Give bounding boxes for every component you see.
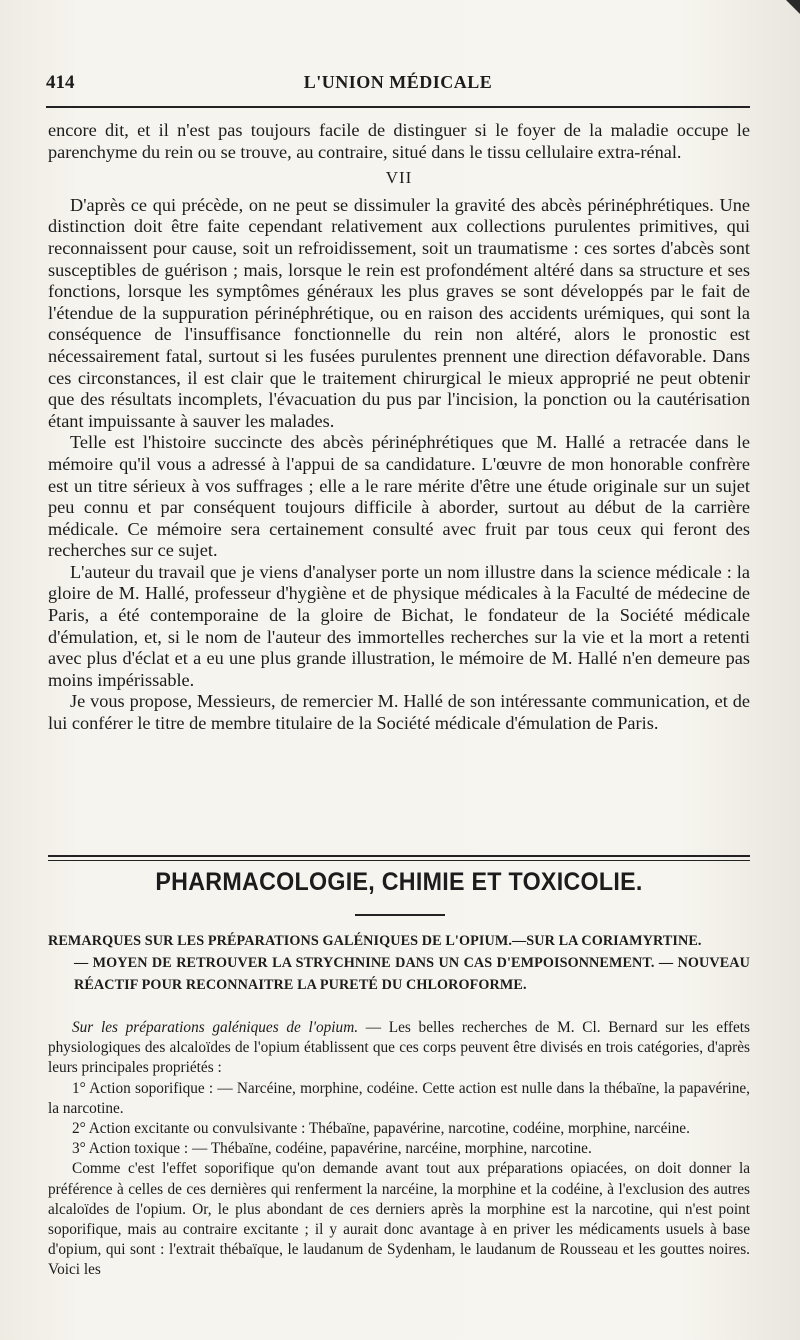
list-item-soporific: 1° Action soporifique : — Narcéine, morphine, codéine. Cette action est nulle dans la thébaïne, la papavérine, la narcotine. [48, 1079, 750, 1117]
section-numeral: VII [385, 168, 413, 188]
header-rule [46, 106, 750, 108]
page-number: 414 [46, 72, 75, 93]
article-heading [48, 930, 750, 996]
article-heading-line-2: — MOYEN DE RETROUVER LA STRYCHNINE DANS UN CAS D'EMPOISONNEMENT. — NOUVEAU RÉACTIF POUR RECONNAITRE LA PURETÉ DU CHLOROFORME. [74, 955, 750, 993]
paragraph-lead: Sur les préparations galéniques de l'opium. [72, 1019, 359, 1036]
title-underline [355, 914, 445, 916]
section-divider [48, 855, 750, 861]
paragraph-summary: Telle est l'histoire succincte des abcès périnéphrétiques que M. Hallé a retracée dans le mémoire qu'il vous a adressé à l'appui de sa candidature. L'œuvre de mon honorable confrère est un titre sérieux à vos suffrages ; elle a le rare mérite d'être une étude originale sur un sujet peu connu et par conséquent toujours difficile à aborder, surtout au début de la carrière médicale. Ce mémoire sera certainement consulté avec fruit par tous ceux qui feront des recherches sur ce sujet. [48, 432, 750, 561]
paragraph-intro-text: — Les belles recherches de M. Cl. Bernard sur les effets physiologiques des alcaloïdes de l'opium établissent que ces corps peuvent être divisés en trois catégories, d'après leurs principales propriétés : [48, 1019, 750, 1077]
page-header [46, 70, 750, 96]
paragraph-author: L'auteur du travail que je viens d'analyser porte un nom illustre dans la science médicale : la gloire de M. Hallé, professeur d'hygiène et de physique médicales à la Faculté de médecine de Paris, a été contemporaine de la gloire de Bichat, le fondateur de la Société médicale d'émulation, et, si le nom de l'auteur des immortelles recherches sur la vie et la mort a retenti avec plus d'éclat et a eu une plus grande illustration, le mémoire de M. Hallé n'en demeure pas moins impérissable. [48, 561, 750, 690]
list-item-excitant: 2° Action excitante ou convulsivante : Thébaïne, papavérine, narcotine, codéine, morphine, narcéine. [72, 1120, 690, 1138]
report-section [48, 120, 750, 735]
paragraph-prognosis: D'après ce qui précède, on ne peut se dissimuler la gravité des abcès périnéphrétiques. Une distinction doit être faite cependant relativement aux collections purulentes primitives, qui reconnaissent pour cause, soit un refroidissement, soit un traumatisme : ces sortes d'abcès sont susceptibles de guérison ; mais, lorsque le rein est profondément altéré dans sa structure et ses fonctions, lorsque les symptômes généraux les plus graves se sont développés par le fait de l'étendue de la suppuration périnéphrétique, ou en raison des accidents urémiques, qui sont la conséquence de l'insuffisance fonctionnelle du rein non altéré, alors le pronostic est nécessairement fatal, surtout si les fusées purulentes prennent une direction défavorable. Dans ces circonstances, il est clair que le traitement chirurgical le mieux approprié ne peut obtenir que des résultats incomplets, l'évacuation du pus par l'incision, la ponction ou la cautérisation étant impuissante à sauver les malades. [48, 194, 750, 431]
paragraph-continuation: encore dit, et il n'est pas toujours facile de distinguer si le foyer de la maladie occupe le parenchyme du rein ou se trouve, au contraire, situé dans le tissu cellulaire extra-rénal. [48, 120, 750, 162]
running-title: L'UNION MÉDICALE [303, 72, 493, 92]
paragraph-preparations: Comme c'est l'effet soporifique qu'on demande avant tout aux préparations opiacées, on doit donner la préférence à celles de ces dernières qui renferment la narcéine, la morphine et la codéine, à l'exclusion des autres alcaloïdes de l'opium. Or, le plus abondant de ces derniers après la morphine est la narcotine, qui n'est point soporifique, mais au contraire excitante ; il y aurait donc avantage à en priver les médicaments usuels à base d'opium, qui sont : l'extrait thébaïque, le laudanum de Sydenham, le laudanum de Rousseau et les gouttes noires. Voici les [48, 1160, 750, 1279]
page-corner-shadow [786, 0, 800, 14]
paragraph-proposal: Je vous propose, Messieurs, de remercier M. Hallé de son intéressante communication, et de lui conférer le titre de membre titulaire de la Société médicale d'émulation de Paris. [48, 691, 750, 734]
list-item-toxic: 3° Action toxique : — Thébaïne, codéine, papavérine, narcéine, morphine, narcotine. [72, 1140, 592, 1158]
paragraph-intro [48, 1018, 750, 1079]
section-title: PHARMACOLOGIE, CHIMIE ET TOXICOLIE. [155, 868, 643, 896]
article-heading-line-1: REMARQUES SUR LES PRÉPARATIONS GALÉNIQUES DE L'OPIUM.—SUR LA CORIAMYRTINE. [48, 933, 702, 949]
pharmacology-section [48, 1018, 750, 1281]
